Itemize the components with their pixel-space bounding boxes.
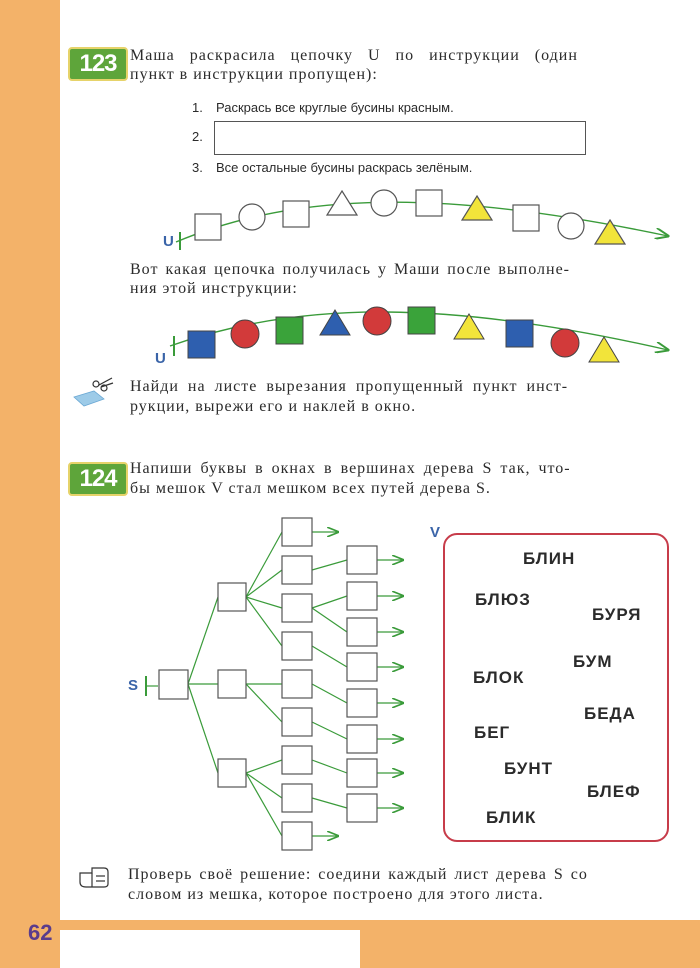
page-number: 62 (28, 920, 53, 945)
step3-number: 3. (192, 160, 203, 175)
chain-before-label: U (163, 233, 174, 250)
tree-node[interactable] (347, 794, 377, 822)
task124-check-line1: Проверь своё решение: соедини каждый лист дерева S со (128, 866, 588, 883)
task123-cut-line2: рукции, вырежи его и наклей в окно. (130, 398, 417, 415)
step1-text: Раскрась все круглые бусины красным. (216, 100, 454, 115)
bag-word: БЛОК (473, 668, 525, 687)
tree-node[interactable] (347, 689, 377, 717)
tree-node[interactable] (282, 746, 312, 774)
bead-square (195, 214, 221, 240)
bag-word: БУНТ (504, 759, 554, 778)
task-number-badge-123: 123 (68, 47, 128, 81)
tree-s-label: S (128, 677, 139, 694)
step3-text: Все остальные бусины раскрась зелёным. (216, 160, 473, 175)
bead-red-circle (551, 329, 579, 357)
tree-node[interactable] (218, 759, 246, 787)
chain-before (176, 190, 668, 250)
task123-intro-line2: пункт в инструкции пропущен): (130, 66, 378, 83)
tree-node[interactable] (282, 556, 312, 584)
tree-node[interactable] (218, 670, 246, 698)
task123-cut-line1: Найди на листе вырезания пропущенный пункт инст- (130, 378, 569, 395)
pointing-hand-icon (80, 868, 108, 887)
bead-triangle-yellow (595, 220, 625, 244)
bead-blue-square (506, 320, 533, 347)
tree-node[interactable] (347, 725, 377, 753)
bead-triangle-yellow (462, 196, 492, 220)
tree-node[interactable] (347, 582, 377, 610)
bag-word: БУРЯ (592, 605, 642, 624)
tree-node[interactable] (218, 583, 246, 611)
tree-node[interactable] (282, 632, 312, 660)
bead-blue-square (188, 331, 215, 358)
tree-node[interactable] (282, 518, 312, 546)
tree-node[interactable] (282, 822, 312, 850)
step2-number: 2. (192, 129, 203, 144)
tree-node[interactable] (347, 653, 377, 681)
bead-green-square (276, 317, 303, 344)
bag-word: БЛИК (486, 808, 537, 827)
tree-node[interactable] (282, 708, 312, 736)
tree-node-root[interactable] (159, 670, 188, 699)
bead-circle (371, 190, 397, 216)
bead-square (283, 201, 309, 227)
tree-node[interactable] (282, 670, 312, 698)
tree-node[interactable] (347, 759, 377, 787)
bag-word: БЕДА (584, 704, 636, 723)
task123-result-line2: ния этой инструкции: (130, 280, 298, 297)
bead-yellow-triangle (589, 337, 619, 362)
tree-node[interactable] (282, 784, 312, 812)
task123-intro-line1: Маша раскрасила цепочку U по инструкции (один (130, 47, 578, 64)
bag-v-label: V (430, 524, 441, 541)
task124-line2: бы мешок V стал мешком всех путей дерева S. (130, 480, 491, 497)
chain-after-label: U (155, 350, 166, 367)
task123-result-line1: Вот какая цепочка получилась у Маши после выполне- (130, 261, 570, 278)
chain-after (170, 307, 668, 362)
bead-circle (239, 204, 265, 230)
bead-red-circle (363, 307, 391, 335)
bag-word: БЛЕФ (587, 782, 641, 801)
bead-square (513, 205, 539, 231)
bag-word: БЛИН (523, 549, 576, 568)
bead-circle (558, 213, 584, 239)
tree-node[interactable] (347, 546, 377, 574)
task124-line1: Напиши буквы в окнах в вершинах дерева S так, что- (130, 460, 571, 477)
bead-red-circle (231, 320, 259, 348)
bag-word: БЕГ (474, 723, 511, 742)
scissors-icon (74, 378, 113, 406)
bag-word: БУМ (573, 652, 613, 671)
tree-node[interactable] (347, 618, 377, 646)
step1-number: 1. (192, 100, 203, 115)
tree-node[interactable] (282, 594, 312, 622)
task124-check-line2: словом из мешка, которое построено для этого листа. (128, 886, 544, 903)
bead-green-square (408, 307, 435, 334)
bead-square (416, 190, 442, 216)
task-number-badge-124: 124 (68, 462, 128, 496)
bag-word: БЛЮЗ (475, 590, 531, 609)
